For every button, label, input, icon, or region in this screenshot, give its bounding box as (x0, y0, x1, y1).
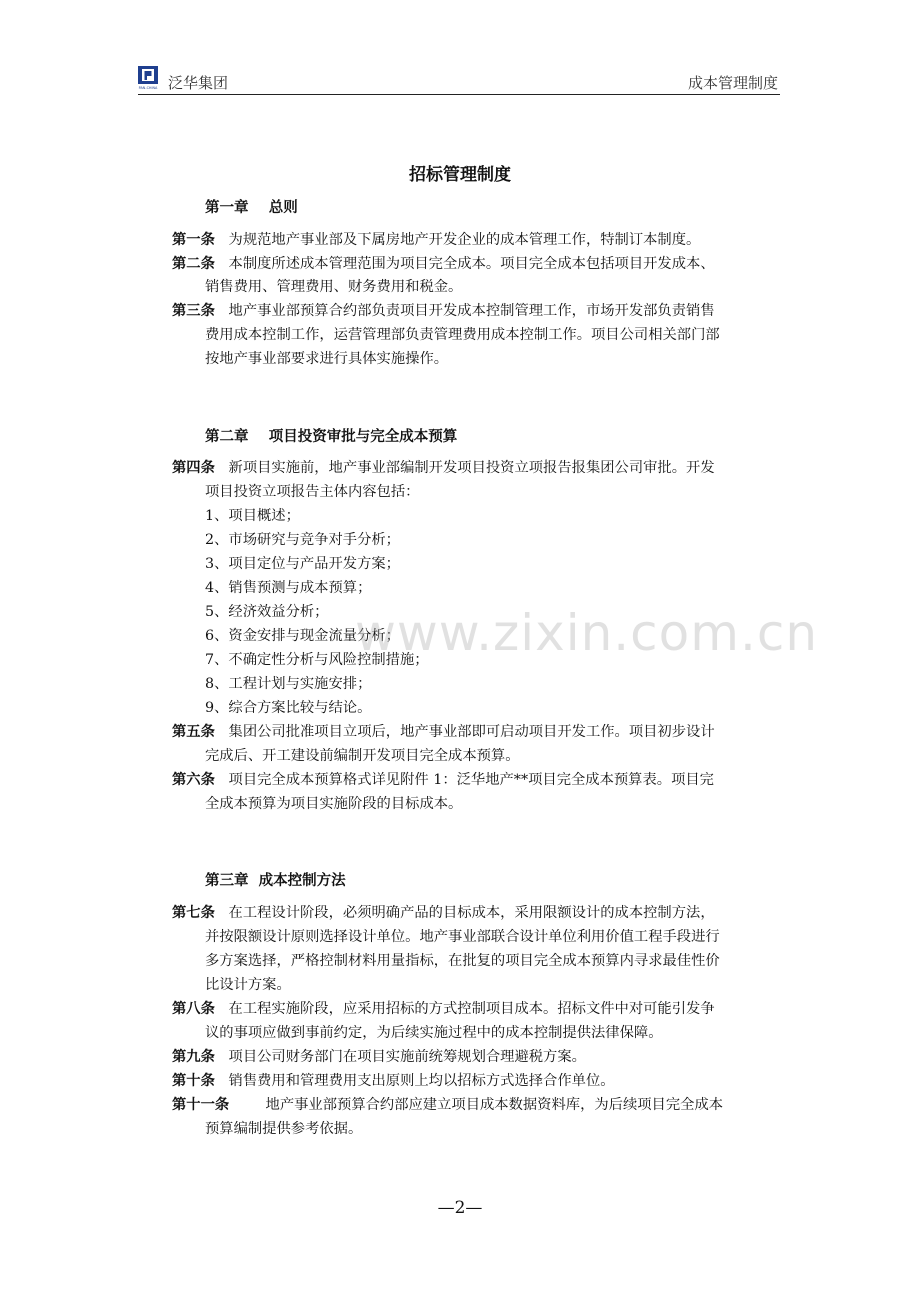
article-8 (172, 999, 715, 1019)
article-5 (172, 722, 715, 742)
article-label: 第八条 (172, 1001, 215, 1017)
article-3 (172, 301, 715, 321)
page-header (138, 66, 780, 95)
article-text-cont: 全成本预算为项目实施阶段的目标成本。 (205, 796, 463, 812)
article-text: 集团公司批准项目立项后，地产事业部即可启动项目开发工作。项目初步设计 (228, 724, 715, 740)
document-title: 招标管理制度 (409, 165, 511, 185)
article-text-cont: 按地产事业部要求进行具体实施操作。 (205, 351, 449, 367)
article-label: 第四条 (172, 460, 215, 476)
article-2 (172, 254, 715, 274)
article-4 (172, 458, 715, 478)
logo-text: PAN-CHINA (138, 86, 158, 90)
page-number: —2— (437, 1198, 483, 1218)
article-text-cont: 多方案选择，严格控制材料用量指标，在批复的项目完全成本预算内寻求最佳性价 (205, 953, 720, 969)
article-text-cont: 费用成本控制工作，运营管理部负责管理费用成本控制工作。项目公司相关部门部 (205, 327, 720, 343)
article-text-cont: 销售费用、管理费用、财务费用和税金。 (205, 279, 463, 295)
article-text: 项目公司财务部门在项目实施前统筹规划合理避税方案。 (228, 1049, 586, 1065)
list-item: 5、经济效益分析； (205, 604, 329, 620)
article-1 (172, 230, 700, 250)
article-label: 第十条 (172, 1073, 215, 1089)
article-label: 第十一条 (172, 1097, 230, 1113)
list-item: 8、工程计划与实施安排； (205, 676, 372, 692)
article-label: 第三条 (172, 303, 215, 319)
list-item: 1、项目概述； (205, 508, 300, 524)
company-name: 泛华集团 (168, 74, 229, 92)
article-text: 在工程设计阶段，必须明确产品的目标成本，采用限额设计的成本控制方法， (228, 905, 715, 921)
article-text: 新项目实施前，地产事业部编制开发项目投资立项报告报集团公司审批。开发 (228, 460, 715, 476)
article-label: 第二条 (172, 256, 215, 272)
list-item: 3、项目定位与产品开发方案； (205, 556, 400, 572)
article-label: 第九条 (172, 1049, 215, 1065)
list-item: 4、销售预测与成本预算； (205, 580, 372, 596)
article-text: 项目完全成本预算格式详见附件 1：泛华地产**项目完全成本预算表。项目完 (228, 772, 714, 788)
article-11 (172, 1095, 723, 1115)
document-name: 成本管理制度 (687, 74, 778, 92)
list-item: 7、不确定性分析与风险控制措施； (205, 652, 429, 668)
article-10 (172, 1071, 615, 1091)
article-text: 在工程实施阶段，应采用招标的方式控制项目成本。招标文件中对可能引发争 (228, 1001, 715, 1017)
article-label: 第五条 (172, 724, 215, 740)
article-text-cont: 完成后、开工建设前编制开发项目完全成本预算。 (205, 748, 520, 764)
article-6 (172, 770, 714, 790)
article-text: 地产事业部预算合约部应建立项目成本数据资料库，为后续项目完全成本 (265, 1097, 724, 1113)
article-text-cont: 预算编制提供参考依据。 (205, 1121, 363, 1137)
article-text: 本制度所述成本管理范围为项目完全成本。项目完全成本包括项目开发成本、 (228, 256, 715, 272)
article-text: 为规范地产事业部及下属房地产开发企业的成本管理工作，特制订本制度。 (228, 232, 701, 248)
chapter-2-heading: 第二章 项目投资审批与完全成本预算 (205, 429, 458, 445)
chapter-3-heading: 第三章 成本控制方法 (205, 873, 346, 889)
list-item: 6、资金安排与现金流量分析； (205, 628, 400, 644)
article-label: 第七条 (172, 905, 215, 921)
article-label: 第一条 (172, 232, 215, 248)
list-item: 9、综合方案比较与结论。 (205, 700, 372, 716)
chapter-1-heading: 第一章 总则 (205, 200, 298, 216)
article-text-cont: 比设计方案。 (205, 977, 291, 993)
article-text-cont: 议的事项应做到事前约定，为后续实施过程中的成本控制提供法律保障。 (205, 1025, 663, 1041)
article-label: 第六条 (172, 772, 215, 788)
article-7 (172, 903, 715, 923)
article-text: 地产事业部预算合约部负责项目开发成本控制管理工作，市场开发部负责销售 (228, 303, 715, 319)
company-logo-icon (138, 66, 158, 90)
watermark: www.zixin.com.cn (355, 604, 819, 662)
article-text: 销售费用和管理费用支出原则上均以招标方式选择合作单位。 (228, 1073, 615, 1089)
article-9 (172, 1047, 586, 1067)
article-text-cont: 并按限额设计原则选择设计单位。地产事业部联合设计单位利用价值工程手段进行 (205, 929, 720, 945)
article-text-cont: 项目投资立项报告主体内容包括： (205, 484, 420, 500)
list-item: 2、市场研究与竞争对手分析； (205, 532, 400, 548)
